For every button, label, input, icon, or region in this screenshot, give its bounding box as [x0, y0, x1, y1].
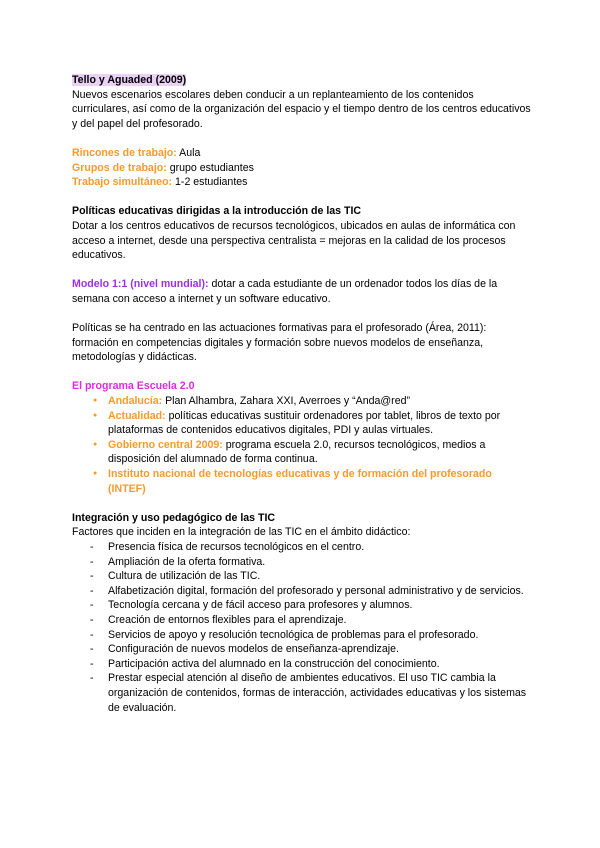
grupos-label: Grupos de trabajo: — [72, 161, 167, 174]
item-text: programa escuela 2.0, recursos tecnológicos, medios a disposición del alumnado de forma continua. — [108, 438, 486, 466]
grupos-line — [72, 161, 532, 176]
paragraph-formativas: Políticas se ha centrado en las actuaciones formativas para el profesorado (Área, 2011): formación en competencias digitales y formación sobre nuevos modelos de enseñanza, metodologías y didácticas. — [72, 322, 487, 364]
section-tello — [72, 73, 532, 131]
section-politicas — [72, 204, 532, 262]
grupos-value: grupo estudiantes — [166, 161, 254, 174]
trabajo-value: 1-2 estudiantes — [172, 176, 248, 189]
list-item: - Configuración de nuevos modelos de enseñanza-aprendizaje. — [108, 642, 532, 657]
heading-politicas: Políticas educativas dirigidas a la introducción de las TIC — [72, 205, 362, 218]
integracion-intro: Factores que inciden en la integración de las TIC en el ámbito didáctico: — [72, 526, 411, 539]
modelo-text: dotar a cada estudiante de un ordenador todos los días de la semana con acceso a internet y un software educativo. — [72, 278, 498, 305]
paragraph-modelo — [72, 277, 532, 306]
factores-list — [72, 540, 532, 715]
list-item: - Cultura de utilización de las TIC. — [108, 569, 532, 584]
list-item: - Participación activa del alumnado en la construcción del conocimiento. — [108, 657, 532, 672]
escuela-list — [72, 394, 532, 496]
list-item: - Ampliación de la oferta formativa. — [108, 555, 532, 570]
heading-tello-aguaded: Tello y Aguaded (2009) — [72, 74, 187, 86]
modelo-label: Modelo 1:1 (nivel mundial): — [72, 278, 209, 291]
list-item: - Tecnología cercana y de fácil acceso para profesores y alumnos. — [108, 598, 532, 613]
item-label: Instituto nacional de tecnologías educativas y de formación del profesorado (INTEF) — [108, 468, 492, 495]
list-item: - Alfabetización digital, formación del profesorado y personal administrativo y de servicios. — [108, 584, 532, 599]
list-item: - Prestar especial atención al diseño de ambientes educativos. El uso TIC cambia la organización de contenidos, formas de interacción, actividades educativas y los sistemas de evaluación. — [108, 671, 532, 715]
rincones-value: Aula — [176, 146, 201, 159]
list-item: - Servicios de apoyo y resolución tecnológica de problemas para el profesorado. — [108, 628, 532, 643]
rincones-label: Rincones de trabajo: — [72, 146, 177, 159]
document-content — [72, 73, 532, 715]
rincones-line — [72, 146, 532, 161]
trabajo-label: Trabajo simultáneo: — [72, 176, 173, 189]
item-text: políticas educativas sustituir ordenadores por tablet, libros de texto por plataformas de contenidos educativos digitales, PDI y aulas virtuales. — [108, 409, 501, 437]
item-label: Gobierno central 2009: — [108, 438, 223, 451]
list-item — [108, 409, 532, 438]
item-label: Andalucía: — [108, 395, 163, 408]
item-text: Plan Alhambra, Zahara XXI, Averroes y “Anda@red” — [162, 395, 411, 408]
item-label: Actualidad: — [108, 409, 166, 422]
list-item — [108, 438, 532, 467]
paragraph-dotar: Dotar a los centros educativos de recursos tecnológicos, ubicados en aulas de informática con acceso a internet, desde una perspectiva centralista = mejoras en la calidad de los procesos educativos. — [72, 219, 516, 262]
list-item — [108, 467, 532, 496]
section-integracion — [72, 511, 532, 540]
trabajo-line — [72, 175, 532, 190]
list-item: - Presencia física de recursos tecnológicos en el centro. — [108, 540, 532, 555]
list-item — [108, 394, 532, 409]
heading-integracion: Integración y uso pedagógico de las TIC — [72, 511, 276, 524]
list-item: - Creación de entornos flexibles para el aprendizaje. — [108, 613, 532, 628]
heading-escuela: El programa Escuela 2.0 — [72, 380, 195, 393]
paragraph-escenarios: Nuevos escenarios escolares deben conducir a un replanteamiento de los contenidos curriculares, así como de la organización del espacio y el tiempo dentro de los centros educativos y del papel del profesorado. — [72, 88, 531, 130]
